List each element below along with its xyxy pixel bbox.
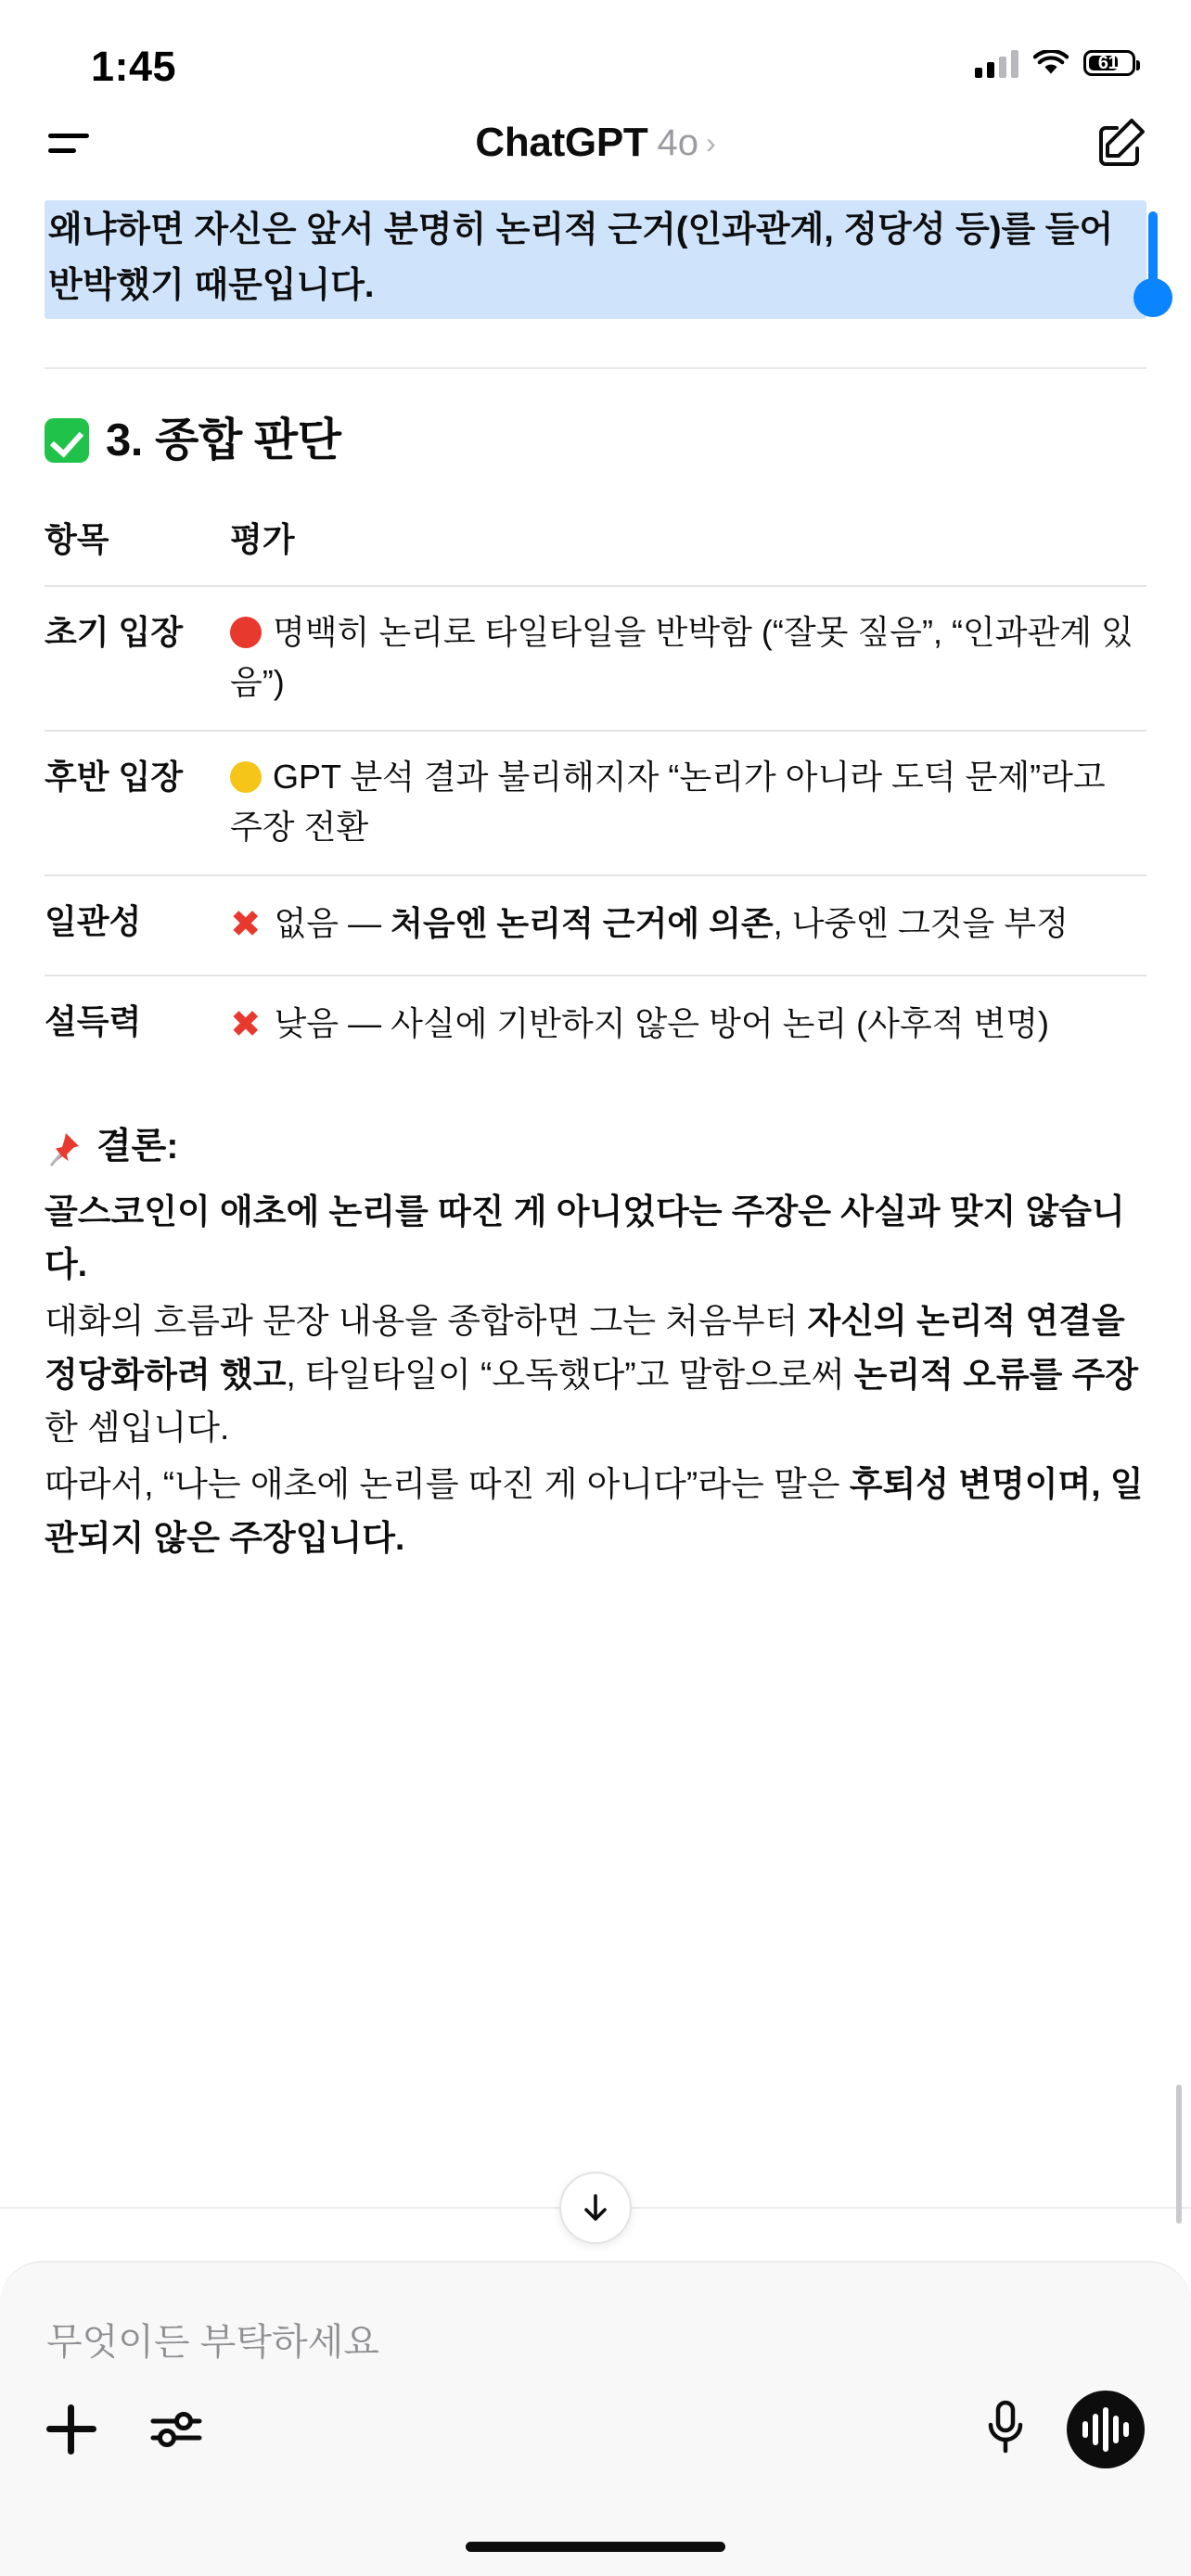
status-indicators bbox=[975, 48, 1135, 78]
row-label: 후반 입장 bbox=[45, 731, 230, 875]
status-time: 1:45 bbox=[91, 43, 177, 90]
conclusion-heading bbox=[45, 1119, 1146, 1175]
status-bar bbox=[0, 0, 1191, 102]
row-text: GPT 분석 결과 불리해지자 “논리가 아니라 도덕 문제”라고 주장 전환 bbox=[230, 758, 1106, 847]
yellow-circle-icon bbox=[230, 761, 262, 793]
microphone-icon[interactable] bbox=[985, 2400, 1026, 2460]
section-heading bbox=[45, 406, 1146, 475]
cross-mark-icon: ✖ bbox=[230, 1004, 262, 1046]
pushpin-icon bbox=[45, 1129, 82, 1166]
chat-title-label: ChatGPT bbox=[475, 120, 648, 165]
column-header-evaluation: 평가 bbox=[230, 515, 1146, 587]
sidebar-menu-icon[interactable] bbox=[48, 122, 96, 163]
row-text: 낮음 — 사실에 기반하지 않은 방어 논리 (사후적 변명) bbox=[274, 1004, 1050, 1043]
section-heading-label: 3. 종합 판단 bbox=[106, 415, 341, 466]
model-label: 4o bbox=[657, 121, 698, 163]
tools-sliders-icon[interactable] bbox=[150, 2408, 202, 2451]
table-row bbox=[45, 586, 1146, 731]
battery-icon bbox=[1083, 50, 1135, 76]
conclusion-block bbox=[45, 1119, 1146, 1564]
table-row bbox=[45, 875, 1146, 976]
row-value bbox=[230, 976, 1146, 1075]
conversation-scroll-area[interactable] bbox=[0, 184, 1191, 2261]
cellular-signal-icon bbox=[975, 48, 1018, 78]
row-value bbox=[230, 586, 1146, 731]
row-text-2: , 나중엔 그것을 부정 bbox=[773, 904, 1069, 943]
scroll-to-bottom-button[interactable] bbox=[559, 2172, 632, 2244]
table-row bbox=[45, 976, 1146, 1075]
row-text-bold: 처음엔 논리적 근거에 의존 bbox=[391, 904, 774, 943]
composer-toolbar bbox=[46, 2391, 1145, 2468]
divider bbox=[45, 367, 1146, 369]
cross-mark-icon: ✖ bbox=[230, 904, 262, 946]
table-row bbox=[45, 731, 1146, 875]
conclusion-line-3-a: 따라서, “나는 애초에 논리를 따진 게 아니다”라는 말은 bbox=[45, 1465, 850, 1504]
conclusion-line-2-c: 한 셈입니다. bbox=[45, 1409, 230, 1447]
add-attachment-button[interactable] bbox=[46, 2404, 96, 2455]
red-circle-icon bbox=[230, 617, 262, 648]
row-label: 초기 입장 bbox=[45, 586, 230, 731]
battery-percent: 61 bbox=[1097, 52, 1119, 73]
column-header-item: 항목 bbox=[45, 515, 230, 587]
conclusion-heading-label: 결론: bbox=[96, 1127, 179, 1167]
scrollbar[interactable] bbox=[1176, 2085, 1182, 2224]
conclusion-line-3-bold: 후퇴성 변명이며, 일관되지 않은 주장입니다. bbox=[45, 1465, 1144, 1557]
assessment-table bbox=[45, 515, 1146, 1076]
conclusion-line-2 bbox=[45, 1294, 1146, 1454]
white-check-mark-icon bbox=[45, 418, 89, 463]
conclusion-line-2-a: 대화의 흐름과 문장 내용을 종합하면 그는 처음부터 bbox=[45, 1302, 808, 1341]
row-text-1: 없음 — bbox=[274, 904, 391, 943]
message-composer[interactable] bbox=[0, 2261, 1191, 2576]
row-value bbox=[230, 731, 1146, 875]
conclusion-line-1: 골스코인이 애초에 논리를 따진 게 아니었다는 주장은 사실과 맞지 않습니다. bbox=[45, 1192, 1125, 1284]
row-value bbox=[230, 875, 1146, 976]
top-nav-bar bbox=[0, 102, 1191, 184]
row-label: 설득력 bbox=[45, 1002, 142, 1041]
conclusion-line-2-b: , 타일타일이 “오독했다”고 말함으로써 bbox=[286, 1355, 854, 1394]
conclusion-line-2-bold-b: 논리적 오류를 주장 bbox=[853, 1355, 1139, 1394]
selection-handle[interactable] bbox=[1148, 211, 1158, 286]
selected-message-text[interactable]: 왜냐하면 자신은 앞서 분명히 논리적 근거(인과관계, 정당성 등)를 들어 반박했기 때문입니다. bbox=[45, 200, 1146, 319]
row-text: 명백히 논리로 타일타일을 반박함 (“잘못 짚음”, “인과관계 있음”) bbox=[230, 613, 1133, 702]
chat-title[interactable] bbox=[0, 120, 1191, 166]
table-header-row bbox=[45, 515, 1146, 587]
conclusion-line-2-bold-a: 자신의 논리적 연결을 정당화하려 했고 bbox=[45, 1302, 1125, 1394]
arrow-down-icon bbox=[577, 2189, 614, 2226]
conclusion-line-3 bbox=[45, 1458, 1146, 1564]
home-indicator bbox=[466, 2542, 725, 2552]
chevron-right-icon: › bbox=[705, 125, 716, 159]
row-label: 일관성 bbox=[45, 875, 230, 976]
message-input[interactable]: 무엇이든 부탁하세요 bbox=[46, 2322, 379, 2363]
compose-icon[interactable] bbox=[1096, 117, 1148, 169]
voice-mode-button[interactable] bbox=[1067, 2391, 1145, 2468]
wifi-icon bbox=[1033, 50, 1069, 76]
